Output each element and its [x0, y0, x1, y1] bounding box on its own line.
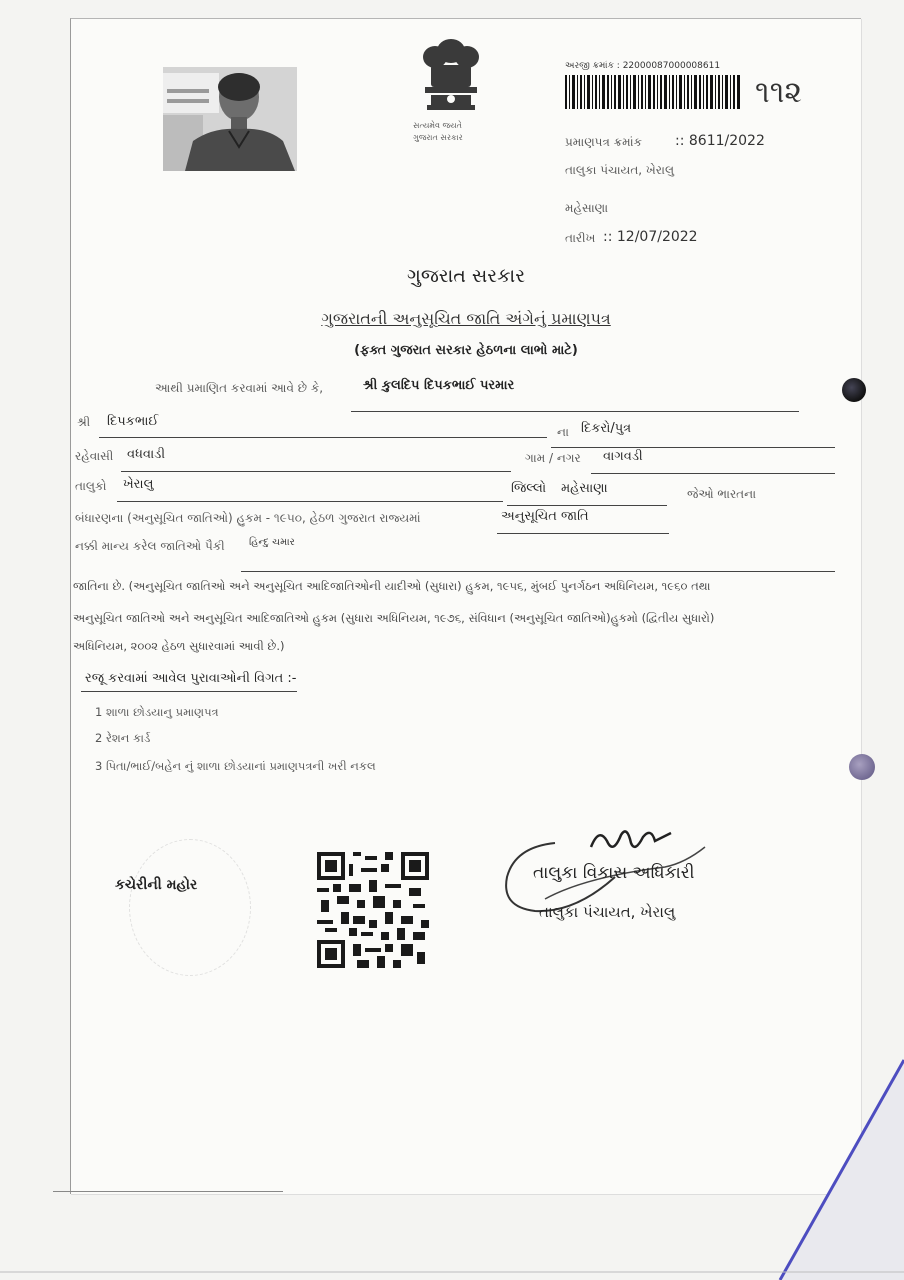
recognized-text: નક્કી માન્ય કરેલ જાતિઓ પૈકી — [75, 539, 225, 553]
applicant-photo — [163, 67, 297, 171]
punch-hole — [842, 378, 866, 402]
paragraph-line-1: જાતિના છે. (અનુસૂચિત જાતિઓ અને અનુસૂચિત આદિજાતિઓની યાદીઓ (સુધારા) હુકમ, ૧૯૫૬, મુંબઈ પુનર્ગઠન અધિનિયમ, ૧૯૬૦ તથા — [73, 579, 711, 593]
resident-label: રહેવાસી — [75, 449, 114, 463]
caste-value: હિન્દુ ચમાર — [249, 537, 295, 548]
underline — [551, 447, 835, 448]
certificate-title: ગુજરાતની અનુસૂચિત જાતિ અંગેનું પ્રમાણપત્ર — [321, 309, 611, 328]
shri-label: શ્રી — [77, 415, 91, 429]
evidence-heading: રજૂ કરવામાં આવેલ પુરાવાઓની વિગત :- — [85, 671, 297, 686]
office-seal-stamp — [129, 839, 251, 976]
district-value: મહેસાણા — [561, 481, 608, 496]
qr-code — [317, 851, 429, 969]
government-title: ગુજરાત સરકાર — [406, 265, 526, 287]
barcode — [565, 75, 741, 109]
signatory-title: તાલુકા વિકાસ અધિકારી — [533, 863, 695, 883]
district-label: જિલ્લો — [511, 481, 547, 496]
signatory-office: તાલુકા પંચાયત, ખેરાલુ — [539, 903, 676, 921]
certificate-sheet — [70, 18, 861, 1194]
underline — [81, 691, 297, 692]
father-name: દિપકભાઈ — [107, 414, 159, 429]
underline — [117, 501, 503, 502]
underline — [497, 533, 669, 534]
issue-date: :: 12/07/2022 — [603, 229, 698, 245]
order-text: બંધારણના (અનુસૂચિત જાતિઓ) હુકમ - ૧૯૫૦, હેઠળ ગુજરાત રાજ્યમાં — [75, 511, 421, 525]
paragraph-line-2: અનુસૂચિત જાતિઓ અને અનુસૂચિત આદિજાતિઓ હુકમ (સુધારા અધિનિયમ, ૧૯૭૬, સંવિધાન (અનુસૂચિત જાતિઓ)હુકમો (દ્વિતીય સુધારો) — [73, 611, 715, 625]
village-label: ગામ / નગર — [525, 451, 581, 465]
certificate-number-label: પ્રમાણપત્ર ક્રમાંક — [565, 135, 643, 149]
resident-value: વધવાડી — [127, 447, 166, 462]
country-text: જેઓ ભારતના — [687, 487, 757, 501]
national-emblem — [409, 37, 493, 147]
office-seal-label: કચેરીની મહોર — [115, 877, 198, 893]
date-label: તારીખ — [565, 231, 596, 245]
certificate-title-wrap — [71, 309, 861, 329]
underline — [351, 411, 799, 412]
issuing-office: તાલુકા પંચાયત, ખેરાલુ — [565, 163, 675, 177]
village-value: વાગવડી — [603, 449, 643, 464]
paragraph-line-3: અધિનિયમ, ૨૦૦૨ હેઠળ સુધારવામાં આવી છે.) — [73, 639, 285, 653]
issuing-district: મહેસાણા — [565, 201, 609, 215]
holder-name: શ્રી કુલદિપ દિપકભાઈ પરમાર — [363, 378, 515, 393]
evidence-item: 2 રેશન કાર્ડ — [95, 731, 151, 745]
evidence-item: 1 શાળા છોડયાનુ પ્રમાણપત્ર — [95, 705, 219, 719]
underline — [241, 571, 835, 572]
relation-prefix: ના — [557, 425, 569, 439]
underline — [99, 437, 547, 438]
taluka-label: તાલુકો — [75, 479, 107, 493]
relation: દિકરો/પુત્ર — [581, 421, 632, 436]
emblem-motto: સત્યમેવ જયતે — [413, 121, 462, 130]
underline — [507, 505, 667, 506]
punch-hole — [849, 754, 875, 780]
evidence-item: 3 પિતા/ભાઈ/બહેન નું શાળા છોડયાનાં પ્રમાણપત્રની ખરી નકલ — [95, 759, 376, 773]
handwritten-number: ૧૧૨ — [755, 75, 803, 110]
bottom-edge-line — [53, 1191, 283, 1192]
caste-category: અનુસૂચિત જાતિ — [501, 509, 589, 524]
emblem-subtitle: ગુજરાત સરકાર — [413, 133, 463, 142]
underline — [591, 473, 835, 474]
certify-label: આથી પ્રમાણિત કરવામાં આવે છે કે, — [155, 381, 324, 395]
application-number: અરજી ક્રમાંક : 22000087000008611 — [565, 61, 721, 71]
certificate-note: (ફક્ત ગુજરાત સરકાર હેઠળના લાભો માટે) — [354, 343, 578, 358]
underline — [121, 471, 511, 472]
taluka-value: ખેરાલુ — [123, 477, 154, 492]
certificate-number: :: 8611/2022 — [675, 133, 765, 149]
